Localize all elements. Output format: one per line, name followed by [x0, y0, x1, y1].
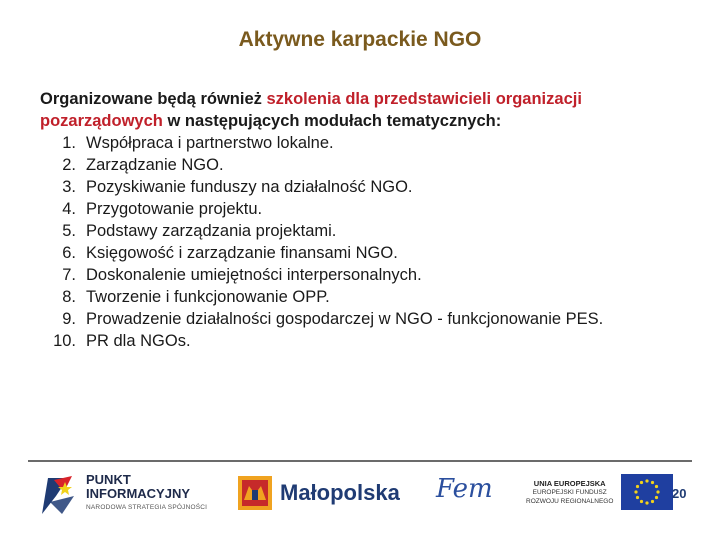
module-number: 3. — [62, 178, 76, 196]
footer-divider — [28, 460, 692, 462]
module-number: 1. — [62, 134, 76, 152]
fem-logo — [436, 474, 493, 504]
module-text: Zarządzanie NGO. — [86, 156, 224, 174]
ue-line2: EUROPEJSKI FUNDUSZ — [532, 488, 607, 496]
module-item — [40, 132, 680, 154]
intro-paragraph — [40, 88, 680, 132]
module-item — [40, 330, 680, 352]
module-text: Prowadzenie działalności gospodarczej w NGO - funkcjonowanie PES. — [86, 310, 604, 328]
module-number: 9. — [62, 310, 76, 328]
module-item — [40, 176, 680, 198]
module-text: Współpraca i partnerstwo lokalne. — [86, 134, 334, 152]
punkt-line2: INFORMACYJNY — [86, 486, 191, 501]
module-number: 2. — [62, 156, 76, 174]
malopolska-text: Małopolska — [280, 480, 400, 505]
slide-title: Aktywne karpackie NGO — [238, 28, 482, 51]
malopolska-emblem-icon — [238, 476, 272, 510]
module-number: 7. — [62, 266, 76, 284]
ue-logo — [526, 474, 673, 510]
module-number: 8. — [62, 288, 76, 306]
module-item — [40, 242, 680, 264]
module-text: PR dla NGOs. — [86, 332, 191, 350]
module-item — [40, 308, 680, 330]
module-number: 6. — [62, 244, 76, 262]
intro-text-end: w następujących modułach tematycznych: — [162, 112, 502, 130]
ue-line3: ROZWOJU REGIONALNEGO — [526, 497, 614, 505]
punkt-line3: NARODOWA STRATEGIA SPÓJNOŚCI — [86, 504, 208, 511]
eu-flag-icon — [621, 474, 673, 510]
module-item — [40, 154, 680, 176]
modules-list — [40, 132, 680, 352]
module-text: Pozyskiwanie funduszy na działalność NGO. — [86, 178, 413, 196]
module-text: Przygotowanie projektu. — [86, 200, 263, 218]
fem-text: Fem — [436, 474, 493, 504]
module-text: Doskonalenie umiejętności interpersonalnych. — [86, 266, 422, 284]
ue-line1: UNIA EUROPEJSKA — [533, 478, 606, 488]
malopolska-logo — [238, 476, 400, 510]
intro-highlight: szkolenia dla przedstawicieli organizacji pozarządowych — [40, 90, 582, 130]
module-item — [40, 286, 680, 308]
module-number: 4. — [62, 200, 76, 218]
punkt-informacyjny-logo — [38, 472, 207, 516]
footer-logos — [0, 466, 720, 526]
module-text: Tworzenie i funkcjonowanie OPP. — [86, 288, 330, 306]
slide-content — [40, 88, 680, 352]
punkt-informacyjny-icon — [38, 472, 80, 516]
module-item — [40, 198, 680, 220]
module-item — [40, 220, 680, 242]
module-text: Księgowość i zarządzanie finansami NGO. — [86, 244, 398, 262]
module-number: 5. — [62, 222, 76, 240]
module-number: 10. — [53, 332, 76, 350]
punkt-line1: PUNKT — [86, 472, 131, 487]
module-text: Podstawy zarządzania projektami. — [86, 222, 337, 240]
page-number: 20 — [672, 486, 687, 501]
module-item — [40, 264, 680, 286]
intro-text-start: Organizowane będą również — [40, 90, 267, 108]
